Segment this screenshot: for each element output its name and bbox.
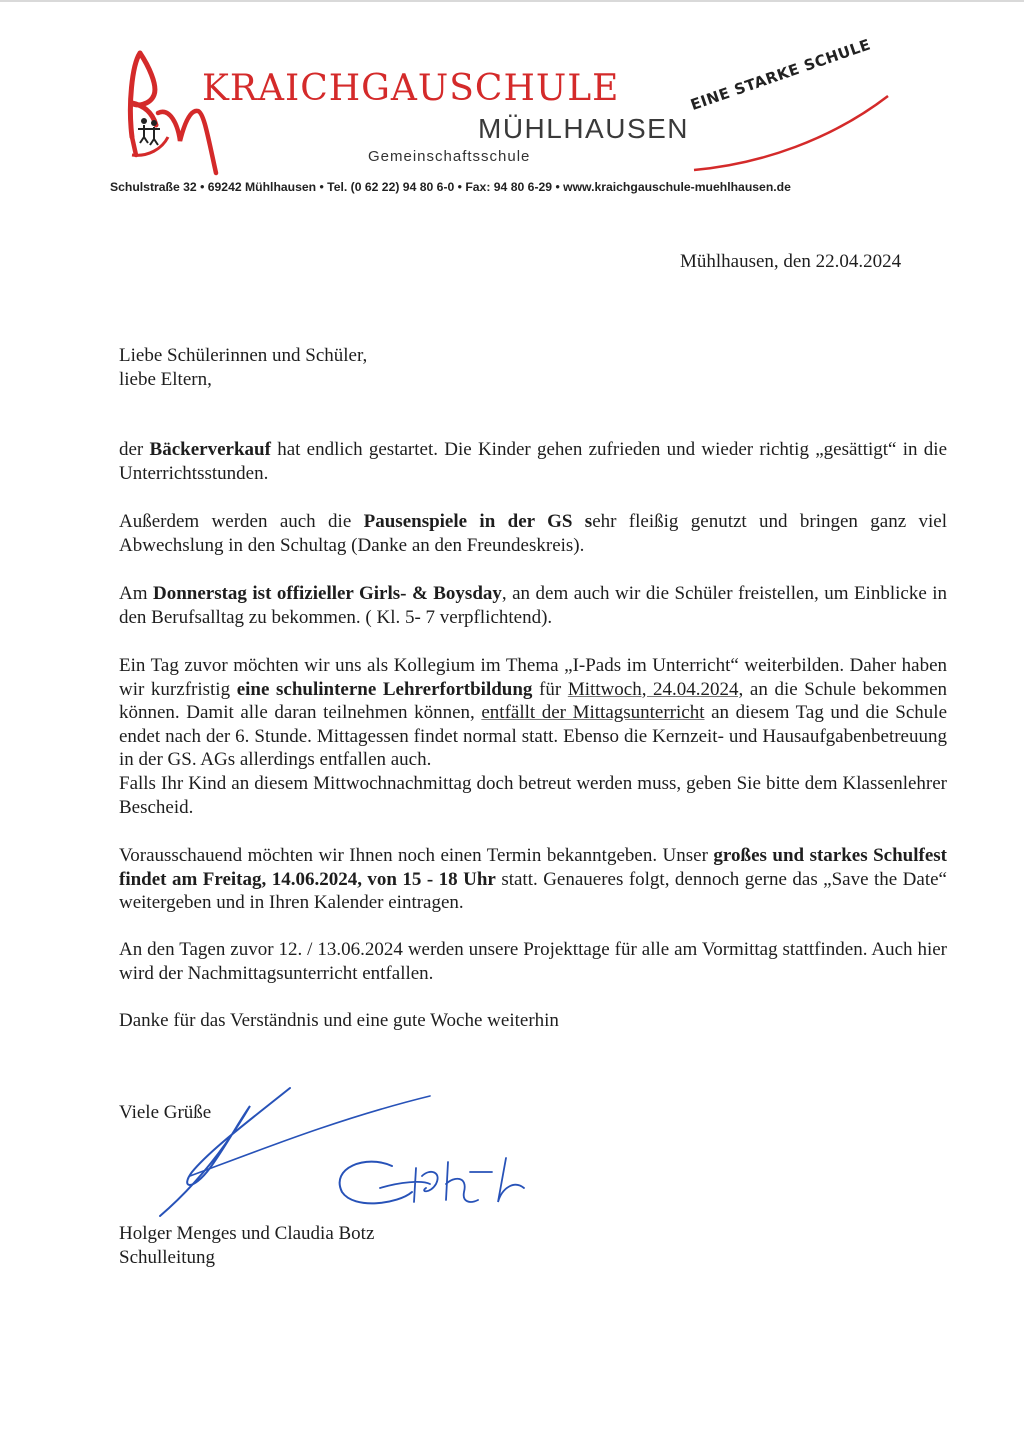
paragraph-games xyxy=(119,510,947,557)
text-run: an die Schule bekommen können. Damit alle daran teilnehmen können, xyxy=(119,678,948,723)
text-run: für xyxy=(532,678,568,700)
bold-run: Donnerstag ist offizieller Girls- & Boysday xyxy=(152,583,502,604)
text-run: Am xyxy=(119,583,153,604)
school-type: Gemeinschaftsschule xyxy=(368,148,531,165)
letterhead-address: Schulstraße 32 • 69242 Mühlhausen • Tel. (0 62 22) 94 80 6-0 • Fax: 94 80 6-29 • www.kraichgauschule-muehlhausen.de xyxy=(110,180,791,194)
paragraph-care-note: Falls Ihr Kind an diesem Mittwochnachmittag doch betreut werden muss, geben Sie bitte dem Klassenlehrer Bescheid. xyxy=(119,773,947,818)
text-run: statt. Genaueres folgt, dennoch gerne das „Save the Date“ weitergeben und in Ihren Kalender eintragen. xyxy=(119,868,947,913)
handwritten-signature xyxy=(130,1080,550,1220)
salutation xyxy=(119,344,367,392)
closing: Viele Grüße xyxy=(119,1102,212,1123)
text-run: Außerdem werden auch die xyxy=(119,511,364,532)
underlined-notice: entfällt der Mittagsunterricht xyxy=(481,702,705,723)
salutation-line: Liebe Schülerinnen und Schüler, xyxy=(119,345,368,366)
text-run: Ein Tag zuvor möchten wir uns als Kollegium im Thema „I-Pads im Unterricht“ weiterbilden. Daher haben wir kurzfristig xyxy=(119,655,947,700)
school-name: KRAICHGAUSCHULE xyxy=(202,68,620,109)
text-run: , an dem auch wir die Schüler freistellen, um Einblicke in den Berufsalltag zu bekommen. ( Kl. 5- 7 verpflichtend). xyxy=(119,583,948,628)
underlined-date: Mittwoch, 24.04.2024, xyxy=(567,678,744,700)
signers xyxy=(119,1222,374,1270)
text-run: ehr fleißig genutzt und bringen ganz viel Abwechslung in den Schultag (Danke an den Freundeskreis). xyxy=(119,511,948,556)
paragraph-project-days: An den Tagen zuvor 12. / 13.06.2024 werden unsere Projekttage für alle am Vormittag stattfinden. Auch hier wird der Nachmittagsunterricht entfallen. xyxy=(119,939,947,984)
scan-edge-line xyxy=(0,0,1024,2)
letter-date: Mühlhausen, den 22.04.2024 xyxy=(680,251,902,272)
signer-role: Schulleitung xyxy=(119,1247,216,1268)
paragraph-training xyxy=(119,654,947,772)
text-run: hat endlich gestartet. Die Kinder gehen zufrieden und wieder richtig „gesättigt“ in die Unterrichtsstunden. xyxy=(119,439,948,484)
paragraph-school-fest xyxy=(119,844,947,915)
school-town: MÜHLHAUSEN xyxy=(478,113,690,144)
bold-run: großes und starkes Schulfest findet am Freitag, 14.06.2024, von 15 - 18 Uhr xyxy=(119,845,947,890)
bold-run: eine schulinterne Lehrerfortbildung xyxy=(236,678,533,700)
paragraph-girls-boys-day xyxy=(119,582,947,629)
bold-run: Bäckerverkauf xyxy=(149,439,271,460)
paragraph-thanks: Danke für das Verständnis und eine gute Woche weiterhin xyxy=(119,1010,559,1031)
bold-run: Pausenspiele in der GS s xyxy=(363,511,593,532)
paragraph-bakery xyxy=(119,438,947,485)
salutation-line: liebe Eltern, xyxy=(119,369,212,390)
signer-names: Holger Menges und Claudia Botz xyxy=(119,1223,375,1244)
text-run: der xyxy=(119,439,150,460)
slogan: EINE STARKE SCHULE xyxy=(688,35,874,114)
text-run: Vorausschauend möchten wir Ihnen noch einen Termin bekanntgeben. Unser xyxy=(119,845,714,866)
school-logo xyxy=(118,45,238,180)
text-run: an diesem Tag und die Schule endet nach der 6. Stunde. Mittagessen findet normal statt. Ebenso die Kernzeit- und Hausaufgabenbetreuung in der GS. AGs allerdings entfallen auch. xyxy=(119,702,948,770)
